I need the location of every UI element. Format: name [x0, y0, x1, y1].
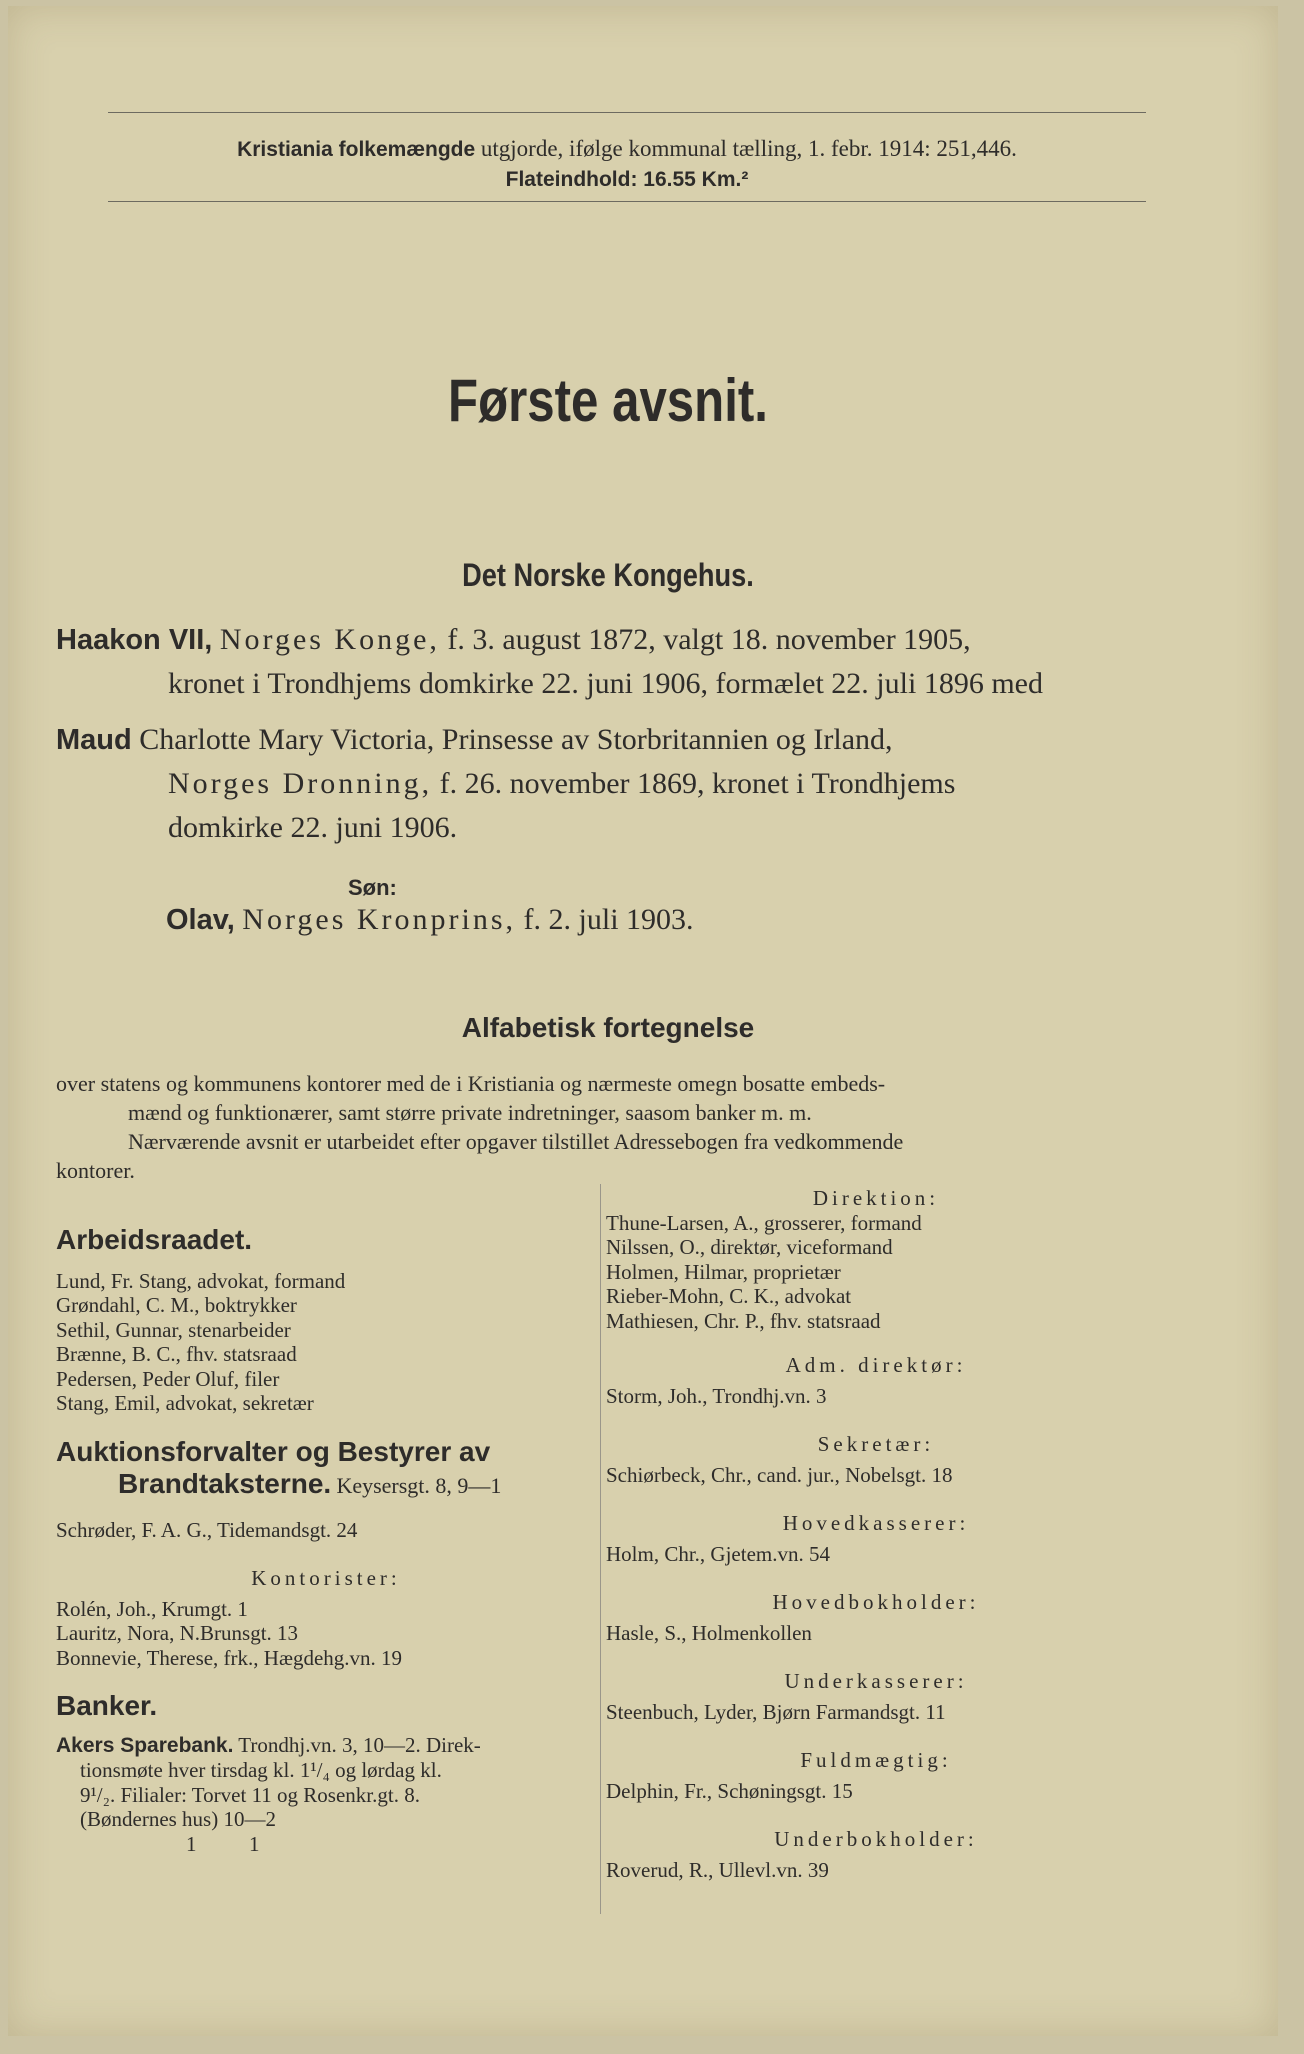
column-divider	[600, 1184, 601, 1914]
olav-entry	[166, 898, 694, 942]
adm-direktor: Storm, Joh., Trondhj.vn. 3	[606, 1383, 827, 1408]
population-text: utgjorde, ifølge kommunal tælling, 1. febr. 1914: 251,446.	[475, 136, 1017, 161]
sekretaer-label: Sekretær:	[817, 1432, 935, 1456]
banker-heading: Banker.	[56, 1690, 158, 1721]
olav-title: Norges Kronprins,	[242, 903, 517, 936]
direktion-label: Direktion:	[812, 1186, 940, 1210]
akers-line3: 9¹/₂. Filialer: Torvet 11 og Rosenkr.gt. 8.	[80, 1782, 420, 1807]
top-rule	[108, 112, 1146, 113]
akers-name: Akers Sparebank.	[56, 1733, 234, 1757]
underkasserer-label: Underkasserer:	[784, 1669, 968, 1693]
fuldmaegtig: Delphin, Fr., Schøningsgt. 15	[606, 1778, 853, 1803]
area-line	[108, 164, 1146, 195]
arbeidsraadet-member: Pedersen, Peder Oluf, filer	[56, 1366, 280, 1391]
intro-line4: kontorer.	[56, 1158, 135, 1183]
arbeidsraadet-member: Brænne, B. C., fhv. statsraad	[56, 1342, 297, 1366]
direktion-member: Rieber-Mohn, C. K., advokat	[606, 1284, 852, 1308]
auktion-heading-1: Auktionsforvalter og Bestyrer av	[56, 1435, 491, 1467]
akers-line1	[56, 1733, 596, 1759]
arbeidsraadet-member: Stang, Emil, advokat, sekretær	[56, 1391, 314, 1415]
haakon-entry	[56, 618, 971, 662]
kontorist: Lauritz, Nora, N.Brunsgt. 13	[56, 1621, 299, 1645]
akers-line5: 1 1	[186, 1831, 260, 1856]
intro-line2: mænd og funktionærer, samt større private indretninger, saasom banker m. m.	[128, 1100, 812, 1125]
underbokholder: Roverud, R., Ullevl.vn. 39	[606, 1857, 829, 1882]
direktion-member: Nilssen, O., direktør, viceformand	[606, 1235, 893, 1259]
hovedkasserer: Holm, Chr., Gjetem.vn. 54	[606, 1541, 830, 1566]
right-column	[606, 1186, 1146, 1882]
maud-name: Maud	[56, 724, 132, 756]
underkasserer: Steenbuch, Lyder, Bjørn Farmandsgt. 11	[606, 1699, 946, 1724]
olav-rest: f. 2. juli 1903.	[516, 903, 694, 936]
maud-line2-text: f. 26. november 1869, kronet i Trondhjems	[432, 767, 956, 800]
hovedkasserer-label: Hovedkasserer:	[782, 1511, 970, 1535]
maud-title: Norges Dronning,	[168, 767, 433, 800]
auktion-heading-2: Brandtaksterne.	[118, 1467, 332, 1499]
kontorister-label: Kontorister:	[251, 1566, 401, 1590]
arbeidsraadet-member: Sethil, Gunnar, stenarbeider	[56, 1317, 291, 1342]
akers-line1-text: Trondhj.vn. 3, 10—2. Direk-	[233, 1732, 481, 1757]
header-bottom-rule	[108, 201, 1146, 202]
area-text: Flateindhold: 16.55 Km.²	[505, 168, 749, 191]
hovedbokholder: Hasle, S., Holmenkollen	[606, 1620, 812, 1645]
haakon-name: Haakon VII,	[56, 624, 213, 656]
direktion-member: Holmen, Hilmar, proprietær	[606, 1259, 841, 1284]
adm-direktor-label: Adm. direktør:	[785, 1353, 967, 1377]
son-label: Søn:	[348, 875, 397, 900]
direktion-member: Mathiesen, Chr. P., fhv. statsraad	[606, 1308, 881, 1333]
haakon-line1: f. 3. august 1872, valgt 18. november 1905,	[439, 623, 971, 656]
page-title: Første avsnit.	[448, 367, 768, 434]
auktion-person: Schrøder, F. A. G., Tidemandsgt. 24	[56, 1517, 358, 1542]
arbeidsraadet-member: Grøndahl, C. M., boktrykker	[56, 1293, 297, 1317]
maud-line3: domkirke 22. juni 1906.	[168, 811, 458, 844]
population-line	[108, 134, 1146, 165]
kontorist: Rolén, Joh., Krumgt. 1	[56, 1596, 248, 1621]
haakon-title: Norges Konge,	[219, 623, 440, 656]
arbeidsraadet-heading: Arbeidsraadet.	[56, 1224, 253, 1255]
olav-name: Olav,	[166, 904, 235, 936]
population-label: Kristiania folkemængde	[237, 138, 476, 161]
maud-entry	[56, 718, 893, 762]
kontorist: Bonnevie, Therese, frk., Hægdehg.vn. 19	[56, 1645, 403, 1670]
haakon-line2: kronet i Trondhjems domkirke 22. juni 1906, formælet 22. juli 1896 med	[168, 667, 1043, 700]
auktion-heading-2-row	[56, 1468, 596, 1502]
akers-line2: tionsmøte hver tirsdag kl. 1¹/₄ og lørdag kl.	[80, 1758, 442, 1782]
underbokholder-label: Underbokholder:	[774, 1827, 978, 1851]
maud-line1: Charlotte Mary Victoria, Prinsesse av Storbritannien og Irland,	[131, 723, 893, 756]
akers-line4: (Bøndernes hus) 10—2	[80, 1807, 276, 1831]
intro-line3: Nærværende avsnit er utarbeidet efter opgaver tilstillet Adressebogen fra vedkommende	[128, 1129, 904, 1154]
left-column	[56, 1224, 596, 1856]
document-page	[8, 6, 1278, 2036]
alfabetisk-heading: Alfabetisk fortegnelse	[461, 1012, 755, 1043]
hovedbokholder-label: Hovedbokholder:	[772, 1590, 980, 1614]
arbeidsraadet-member: Lund, Fr. Stang, advokat, formand	[56, 1268, 346, 1293]
kongehus-heading: Det Norske Kongehus.	[462, 557, 754, 593]
maud-line2	[168, 762, 955, 806]
intro-line1: over statens og kommunens kontorer med de i Kristiania og nærmeste omegn bosatte embeds-	[56, 1071, 886, 1096]
direktion-member: Thune-Larsen, A., grosserer, formand	[606, 1210, 922, 1235]
fuldmaegtig-label: Fuldmægtig:	[800, 1748, 952, 1772]
sekretaer: Schiørbeck, Chr., cand. jur., Nobelsgt. 18	[606, 1462, 953, 1487]
auktion-address: Keysersgt. 8, 9—1	[336, 1472, 502, 1498]
